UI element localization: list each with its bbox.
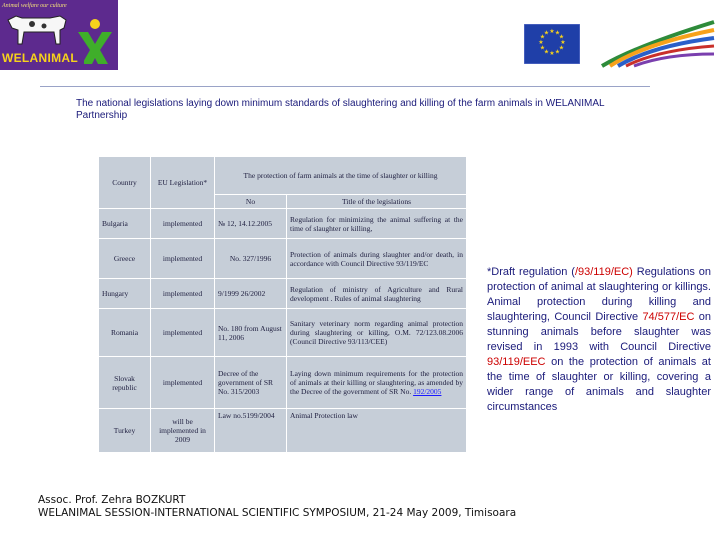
table-row [99,209,467,239]
header-no: No [215,195,287,209]
table-row [99,309,467,357]
footer-event: WELANIMAL SESSION-INTERNATIONAL SCIENTIFIC SYMPOSIUM, 21-24 May 2009, Timisoara [38,507,517,519]
note-text-1: *Draft regulation ( [487,266,575,278]
svg-text:★: ★ [554,48,561,56]
header-eu-legislation: EU Legislation* [151,157,215,209]
cell-title: Regulation of ministry of Agriculture and Rural development . Rules of animal slaughtering [287,279,467,309]
note-text-4: on the protection of animals at the time of slaughter or killing, covering a wider range of animals and slaughter circumstances [487,356,711,413]
draft-regulation-note [487,265,711,415]
cell-eu: implemented [151,279,215,309]
table-row [99,357,467,409]
welanimal-logo [0,0,118,70]
cell-title: Protection of animals during slaughter and/or death, in accordance with Council Directive 93/119/EC [287,239,467,279]
footer [38,494,698,520]
cell-title-text: Laying down minimum requirements for the protection of animals at their killing or slaughtering, as amended by the Decree of the government of SR No. [290,369,463,396]
cell-no: № 12, 14.12.2005 [215,209,287,239]
cell-country: Slovak republic [99,357,151,409]
cell-no: No. 327/1996 [215,239,287,279]
table-row [99,239,467,279]
cell-eu: implemented [151,209,215,239]
page-title: The national legislations laying down minimum standards of slaughtering and killing of the farm animals in WELANIMAL Partnership [76,98,605,121]
svg-text:★: ★ [539,33,546,41]
note-text-2: Regulations on protection of animal at slaughtering or killings. Animal protection during killing and slaughtering, Council Directive [487,266,711,323]
footer-author: Assoc. Prof. Zehra BOZKURT [38,494,186,506]
cell-title: Sanitary veterinary norm regarding animal protection during slaughtering or killing, O.M. 72/123.08.2006 (Council Directive 93/113/CEE) [287,309,467,357]
svg-text:★: ★ [554,29,561,37]
svg-text:★: ★ [558,44,565,52]
cell-eu: implemented [151,309,215,357]
cell-title [287,357,467,409]
cell-country: Hungary [99,279,151,309]
cell-no: 9/1999 26/2002 [215,279,287,309]
eu-flag-icon [524,24,580,64]
svg-text:★: ★ [549,28,555,35]
header-divider [40,86,650,87]
note-ref-1: /93/119/EC) [574,266,633,278]
cell-eu: implemented [151,357,215,409]
cell-title: Animal Protection law [287,409,467,453]
cell-eu: will be implemented in 2009 [151,409,215,453]
cell-country: Greece [99,239,151,279]
cell-country: Bulgaria [99,209,151,239]
svg-text:★: ★ [549,50,555,57]
svg-text:★: ★ [538,39,544,46]
legislation-table [98,156,466,453]
lifelong-learning-logo-icon [596,16,720,70]
header-protection-group: The protection of farm animals at the time of slaughter or killing [215,157,467,195]
note-ref-3: 93/119/EEC [487,356,546,368]
cell-title: Regulation for minimizing the animal suffering at the time of slaughter or killing, [287,209,467,239]
logo-wordmark: WELANIMAL [2,51,79,65]
table-row [99,279,467,309]
note-text-3: on stunning animals before slaughter was revised in 1993 with Council Directive [487,311,711,353]
svg-text:★: ★ [539,44,546,52]
svg-text:★: ★ [543,29,550,37]
note-ref-2: 74/577/EC [642,311,695,323]
cell-no: Law no.5199/2004 [215,409,287,453]
cell-no: Decree of the government of SR No. 315/2003 [215,357,287,409]
cell-no: No. 180 from August 11, 2006 [215,309,287,357]
header-title: Title of the legislations [287,195,467,209]
cow-icon [2,10,74,50]
cell-country: Turkey [99,409,151,453]
table-row [99,409,467,453]
cell-eu: implemented [151,239,215,279]
decree-link[interactable]: 192/2005 [413,387,442,396]
svg-text:★: ★ [560,39,566,46]
logo-tagline: Animal welfare our culture [2,3,67,9]
cell-country: Romania [99,309,151,357]
svg-text:★: ★ [543,48,550,56]
header-country: Country [99,157,151,209]
svg-text:★: ★ [558,33,565,41]
